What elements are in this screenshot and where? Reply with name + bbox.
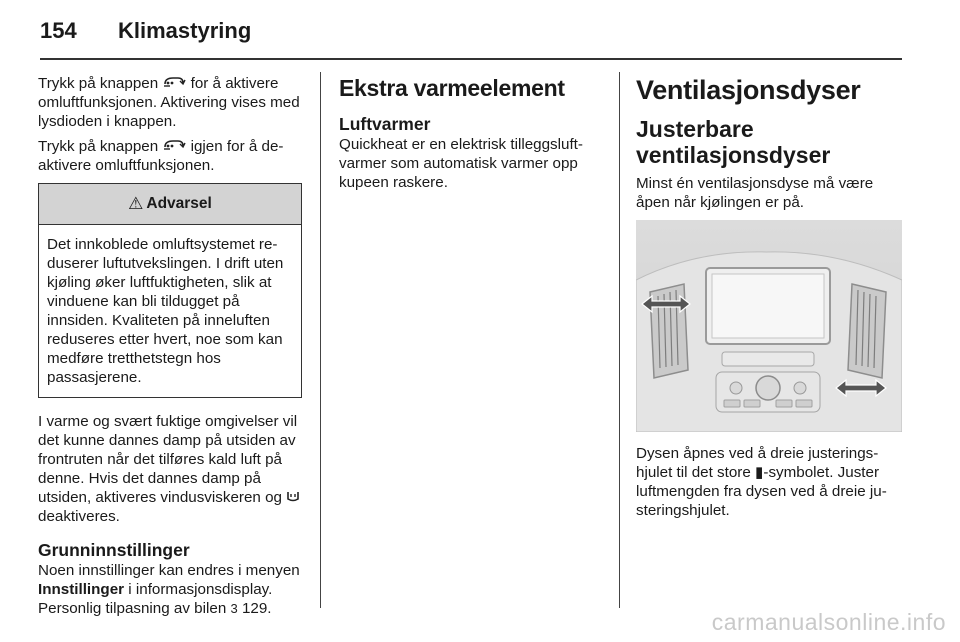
page-number: 154: [40, 18, 77, 43]
page-reference: 129.: [237, 600, 272, 617]
warning-header: [39, 184, 301, 225]
wiper-icon: [286, 488, 300, 507]
vent-adjust-text: Dysen åpnes ved å dreie justeringshjulet til det store ▮-symbolet. Juster luftmengden fra dysen ved å dreie justeringshjulet.: [636, 445, 887, 519]
adjustable-vents-heading: Justerbare ventilasjonsdyser: [636, 116, 831, 168]
warning-title: Advarsel: [146, 195, 212, 212]
humidity-text: I varme og svært fuktige omgivelser vil det kunne dannes damp på utsiden av frontruten når det tilføres kald luft på denne. Hvis det dannes damp på utsiden, aktiveres vindusviskeren og deaktiveres.: [38, 412, 302, 526]
watermark: carmanualsonline.info: [711, 609, 946, 635]
extra-heater-heading: Ekstra varmeelement: [339, 75, 565, 101]
recirc-activate-text: Trykk på knappen for å aktivere omluftfunksjonen. Aktivering vises med lysdioden i knappen.: [38, 75, 300, 130]
open-vent-symbol: ▮: [755, 464, 764, 481]
column-3: [636, 74, 902, 526]
air-heater-text: Quickheat er en elektrisk tilleggsluftvarmer som automatisk varmer opp kupeen raskere.: [339, 136, 583, 191]
page-header: [40, 18, 902, 48]
chapter-title: Klimastyring: [118, 18, 252, 43]
dashboard-vents-figure: [636, 220, 902, 432]
warning-text: Det innkoblede omluftsystemet reduserer luftutvekslingen. I drift uten kjøling øker luftfuktigheten, slik at vinduene kan bli tildugget på innsiden. Kvaliteten på inneluften reduseres etter hvert, noe som kan medføre tretthetstegn hos passasjerene.: [47, 236, 284, 386]
basic-settings-text: Noen innstillinger kan endres i menyen Innstillinger i informasjonsdisplay. Personlig tilpasning av bilen 3 129.: [38, 562, 300, 617]
recirc-deactivate-text: Trykk på knappen igjen for å deaktivere omluftfunksjonen.: [38, 138, 284, 174]
settings-menu-name: Innstillinger: [38, 581, 125, 598]
page-reference-icon: 3: [230, 601, 238, 616]
warning-box: [38, 183, 302, 398]
vents-intro-text: Minst én ventilasjonsdyse må være åpen når kjølingen er på.: [636, 175, 874, 211]
basic-settings-heading: Grunninnstillinger: [38, 540, 190, 560]
vents-heading: Ventilasjonsdyser: [636, 75, 861, 105]
recirculation-icon: [162, 74, 186, 93]
column-divider-1: [320, 72, 321, 608]
column-divider-2: [619, 72, 620, 608]
column-2: [339, 74, 601, 198]
recirculation-icon: [162, 137, 186, 156]
header-divider: [40, 58, 902, 60]
air-heater-heading: Luftvarmer: [339, 114, 431, 134]
column-1: [38, 74, 302, 624]
warning-icon: ⚠: [128, 194, 144, 213]
